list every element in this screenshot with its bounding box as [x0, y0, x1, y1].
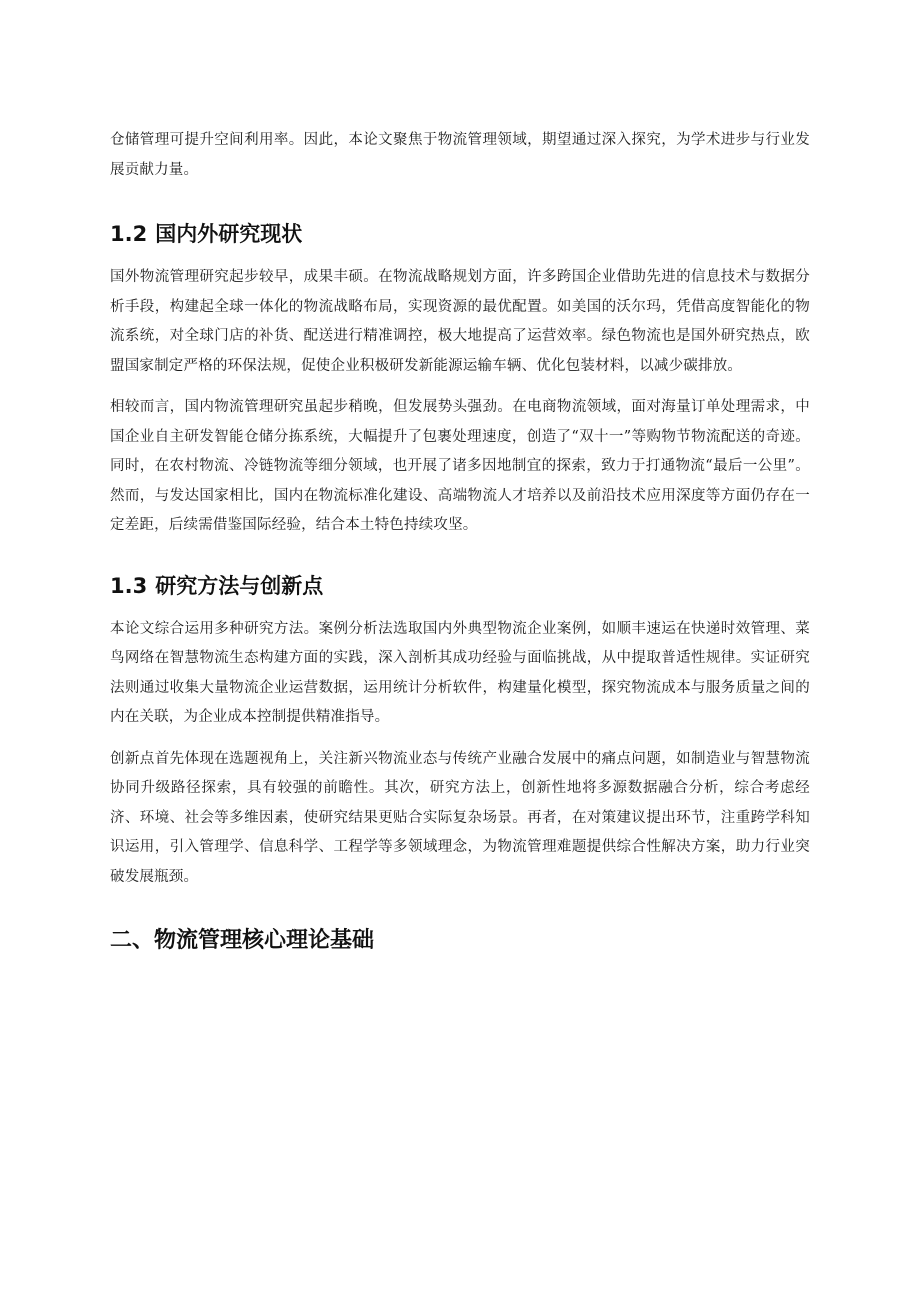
- section-number: 1.3: [110, 573, 148, 598]
- section-1-2-heading: [110, 219, 810, 249]
- section-1-3-heading: [110, 571, 810, 601]
- body-paragraph: 创新点首先体现在选题视角上，关注新兴物流业态与传统产业融合发展中的痛点问题，如制造业与智慧物流协同升级路径探索，具有较强的前瞻性。其次，研究方法上，创新性地将多源数据融合分析，综合考虑经济、环境、社会等多维因素，使研究结果更贴合实际复杂场景。再者，在对策建议提出环节，注重跨学科知识运用，引入管理学、信息科学、工程学等多领域理念，为物流管理难题提供综合性解决方案，助力行业突破发展瓶颈。: [110, 750, 810, 885]
- section-title: 国内外研究现状: [155, 222, 303, 246]
- document-page: [110, 126, 810, 956]
- chapter-2-heading: 二、物流管理核心理论基础: [110, 928, 375, 953]
- body-paragraph: 相较而言，国内物流管理研究虽起步稍晚，但发展势头强劲。在电商物流领域，面对海量订单处理需求，中国企业自主研发智能仓储分拣系统，大幅提升了包裹处理速度，创造了“双十一”等购物节物流配送的奇迹。同时，在农村物流、冷链物流等细分领域，也开展了诸多因地制宜的探索，致力于打通物流“最后一公里”。然而，与发达国家相比，国内在物流标准化建设、高端物流人才培养以及前沿技术应用深度等方面仍存在一定差距，后续需借鉴国际经验，结合本土特色持续攻坚。: [110, 399, 810, 533]
- body-paragraph: 本论文综合运用多种研究方法。案例分析法选取国内外典型物流企业案例，如顺丰速运在快递时效管理、菜鸟网络在智慧物流生态构建方面的实践，深入剖析其成功经验与面临挑战，从中提取普适性规律。实证研究法则通过收集大量物流企业运营数据，运用统计分析软件，构建量化模型，探究物流成本与服务质量之间的内在关联，为企业成本控制提供精准指导。: [110, 620, 810, 725]
- section-number: 1.2: [110, 222, 148, 246]
- intro-paragraph: 仓储管理可提升空间利用率。因此，本论文聚焦于物流管理领域，期望通过深入探究，为学术进步与行业发展贡献力量。: [110, 132, 810, 178]
- body-paragraph: 国外物流管理研究起步较早，成果丰硕。在物流战略规划方面，许多跨国企业借助先进的信息技术与数据分析手段，构建起全球一体化的物流战略布局，实现资源的最优配置。如美国的沃尔玛，凭借高度智能化的物流系统，对全球门店的补货、配送进行精准调控，极大地提高了运营效率。绿色物流也是国外研究热点，欧盟国家制定严格的环保法规，促使企业积极研发新能源运输车辆、优化包装材料，以减少碳排放。: [110, 269, 810, 374]
- section-title: 研究方法与创新点: [155, 573, 324, 598]
